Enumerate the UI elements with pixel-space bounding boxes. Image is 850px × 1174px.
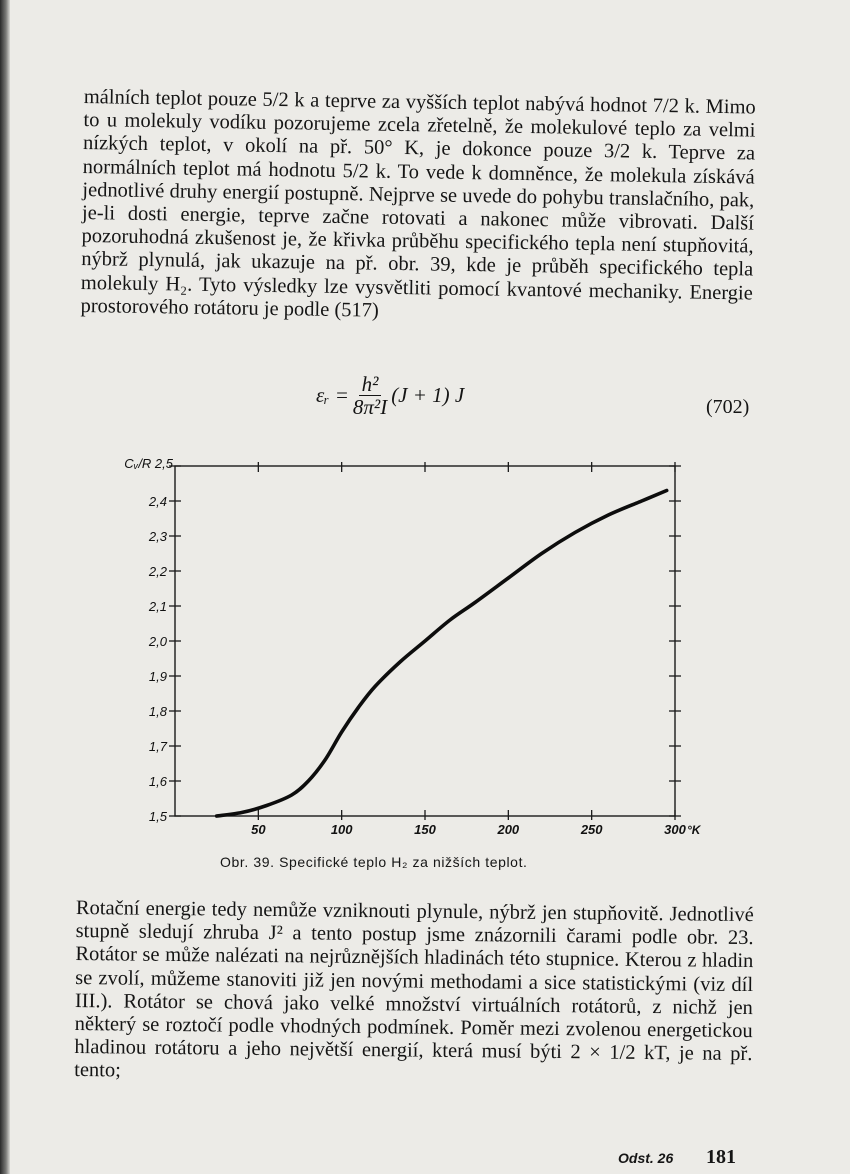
body-paragraph-2: Rotační energie tedy nemůže vzniknouti plynule, nýbrž jen stupňovitě. Jednotlivé stupně sledují zhruba J² a tento postup jsme znázornili čarami podle obr. 23. Rotátor se může nalézati na nejrůznějších hladinách této stupnice. Kterou z hladin se zvolí, můžeme stanoviti již jen novými methodami a sice statistickými (viz díl III.). Rotátor se chová jako velké množství virtuálních rotátorů, z nichž jen některý se roztočí podle vhodných podmínek. Poměr mezi zvolenou energetickou hladinou rotátoru a jeho největší energií, která musí býti 2 × 1/2 kT, je na př. tento; xyxy=(74,897,754,1082)
x-axis-unit: °K xyxy=(687,823,701,837)
equation-lhs: εᵣ = xyxy=(316,383,349,407)
figure-caption: Obr. 39. Specifické teplo H₂ za nižších teplot. xyxy=(220,854,528,870)
y-tick-label: 1,5 xyxy=(148,809,167,824)
footer-section: Odst. 26 xyxy=(618,1150,674,1166)
equation-fraction xyxy=(353,373,387,418)
x-tick-label: 150 xyxy=(414,822,436,837)
y-tick-label: 1,7 xyxy=(148,739,167,754)
y-tick-label: 2,4 xyxy=(148,494,167,509)
specific-heat-chart xyxy=(110,448,730,848)
specific-heat-curve xyxy=(217,491,667,817)
y-tick-label: 2,2 xyxy=(148,564,167,579)
x-tick-label: 100 xyxy=(330,822,353,837)
x-tick-label: 200 xyxy=(497,822,520,837)
equation-rhs: (J + 1) J xyxy=(391,383,465,407)
y-tick-label: 2,1 xyxy=(148,599,167,614)
y-axis-label: Cᵥ/R 2,5 xyxy=(124,456,173,471)
y-tick-label: 2,3 xyxy=(148,529,167,544)
y-tick-label: 1,6 xyxy=(148,774,167,789)
x-tick-label: 250 xyxy=(580,822,603,837)
equation-702 xyxy=(316,373,464,418)
book-spine-shadow xyxy=(0,0,10,1174)
y-tick-label: 2,0 xyxy=(148,634,167,649)
equation-number: (702) xyxy=(706,396,750,418)
x-tick-label: 300 xyxy=(664,822,686,837)
page-number: 181 xyxy=(706,1146,736,1168)
body-paragraph-1: málních teplot pouze 5/2 k a teprve za vyšších teplot nabývá hodnot 7/2 k. Mimo to u molekuly vodíku pozorujeme zcela zřetelně, že molekulové teplo za velmi nízkých teplot, v okolí na př. 50° K, je dokonce pouze 3/2 k. Teprve za normálních teplot má hodnotu 5/2 k. To vede k domněnce, že molekula získává jednotlivé druhy energií postupně. Nejprve se uvede do pohybu translačního, pak, je-li dosti energie, teprve začne rotovati a nakonec může vibrovati. Další pozoruhodná zkušenost je, že křivka průběhu specifického tepla není stupňovitá, nýbrž plynulá, jak ukazuje na př. obr. 39, kde je průběh specifického tepla molekuly H₂. Tyto výsledky lze vysvětliti pomocí kvantové mechaniky. Energie prostorového rotátoru je podle (517) xyxy=(80,86,756,322)
y-tick-label: 1,8 xyxy=(148,704,167,719)
x-tick-label: 50 xyxy=(251,822,266,837)
y-tick-label: 1,9 xyxy=(148,669,167,684)
equation-numerator: h² xyxy=(359,373,382,396)
equation-denominator: 8π²I xyxy=(352,395,388,419)
